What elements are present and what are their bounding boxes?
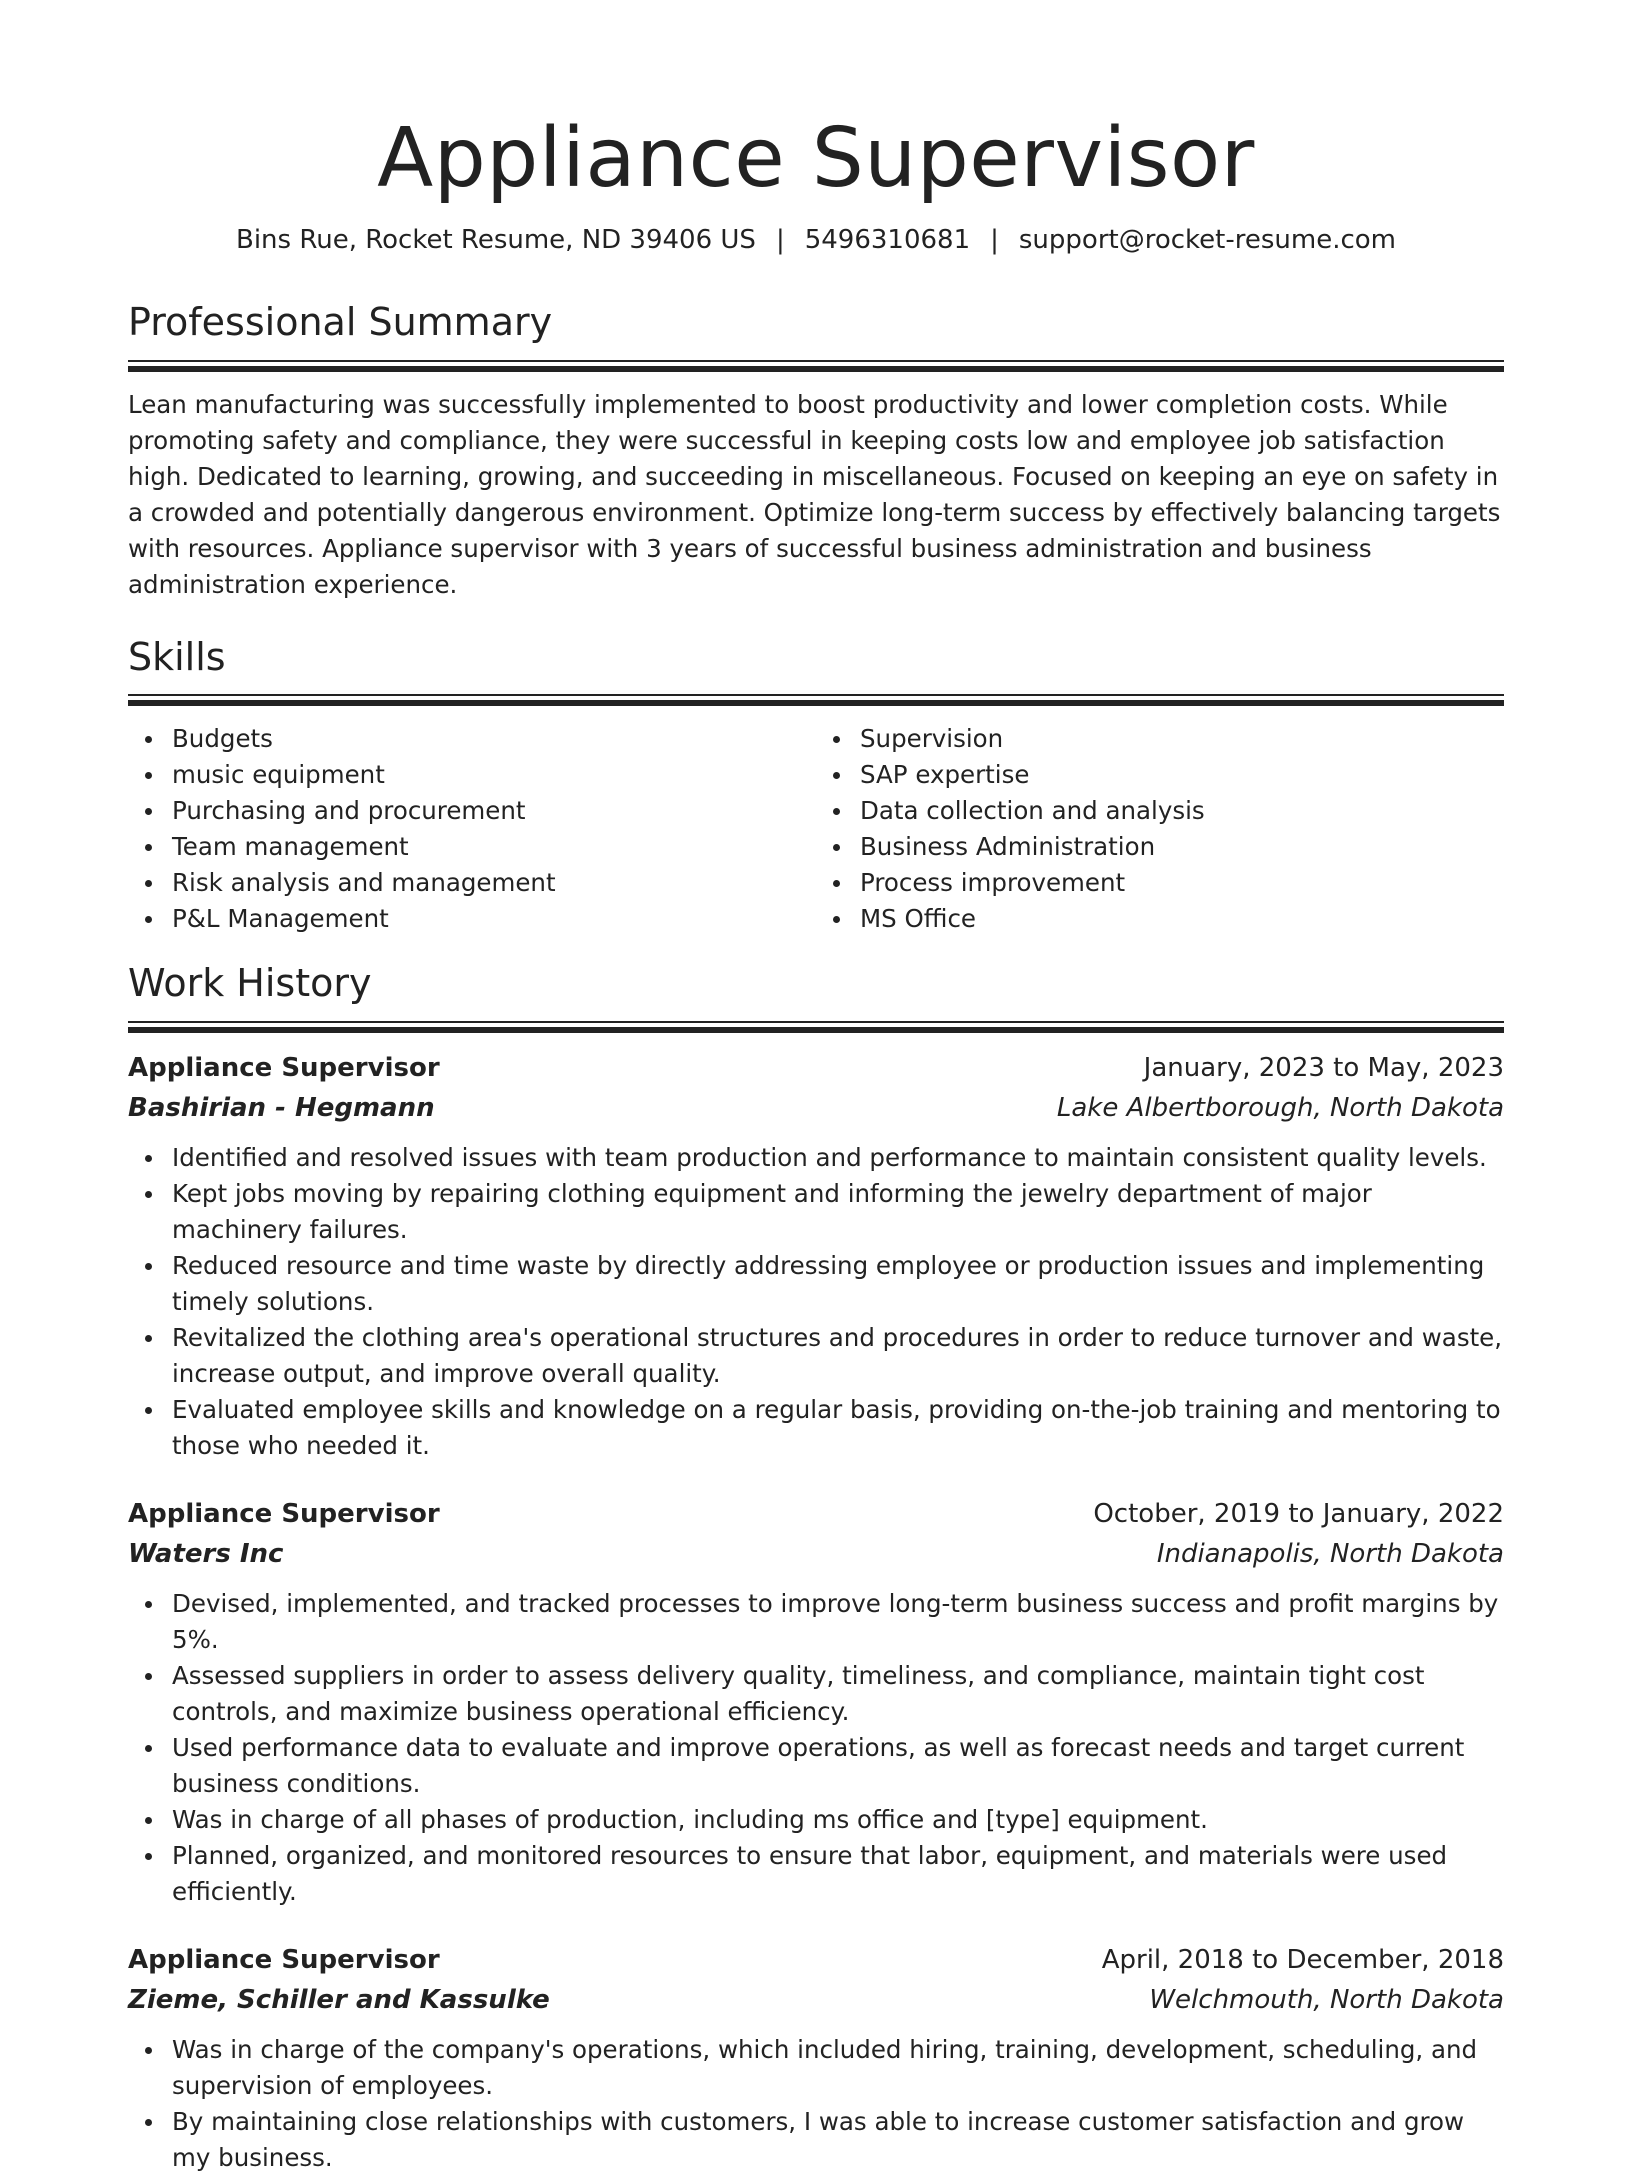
job-header [128, 1048, 1504, 1088]
job-bullet: Reduced resource and time waste by directly addressing employee or production issues and implementing timely solutions. [172, 1248, 1504, 1320]
job-dates: April, 2018 to December, 2018 [1101, 1944, 1504, 1975]
section-divider [128, 1021, 1504, 1032]
work-heading: Work History [128, 961, 372, 1006]
job-title: Appliance Supervisor [128, 1052, 440, 1083]
skill-item: Supervision [860, 721, 1504, 757]
skills-section [128, 635, 1504, 938]
contact-separator: | [990, 225, 999, 256]
job-entry [128, 1494, 1504, 1910]
summary-text: Lean manufacturing was successfully implemented to boost productivity and lower completion costs. While promoting safety and compliance, they were successful in keeping costs low and employee job satisfaction high. Dedicated to learning, growing, and succeeding in miscellaneous. Focused on keeping an eye on safety in a crowded and potentially dangerous environment. Optimize long-term success by effectively balancing targets with resources. Appliance supervisor with 3 years of successful business administration and business administration experience. [128, 389, 1501, 599]
contact-address: Bins Rue, Rocket Resume, ND 39406 US [235, 225, 756, 256]
job-subheader [128, 1980, 1504, 2020]
job-bullet: Kept jobs moving by repairing clothing equipment and informing the jewelry department of major machinery failures. [172, 1176, 1504, 1248]
job-dates: October, 2019 to January, 2022 [1093, 1498, 1504, 1529]
job-title: Appliance Supervisor [128, 1498, 440, 1529]
skill-item: music equipment [172, 757, 816, 793]
skill-item: Team management [172, 829, 816, 865]
skill-item: Risk analysis and management [172, 865, 816, 901]
skill-item: P&L Management [172, 901, 816, 937]
job-header [128, 1940, 1504, 1980]
job-bullet: Was in charge of all phases of production, including ms office and [type] equipment. [172, 1802, 1504, 1838]
section-divider [128, 360, 1504, 371]
resume-name: Appliance Supervisor [377, 111, 1255, 206]
job-bullets [128, 2032, 1504, 2176]
job-header [128, 1494, 1504, 1534]
job-bullet: Revitalized the clothing area's operational structures and procedures in order to reduce turnover and waste, increase output, and improve overall quality. [172, 1320, 1504, 1392]
job-bullets [128, 1140, 1504, 1464]
skill-item: Data collection and analysis [860, 793, 1504, 829]
job-location: Indianapolis, North Dakota [1156, 1538, 1504, 1569]
skill-item: Purchasing and procurement [172, 793, 816, 829]
skill-item: Business Administration [860, 829, 1504, 865]
skills-list-right [816, 721, 1504, 937]
skills-columns [128, 721, 1504, 937]
skill-item: MS Office [860, 901, 1504, 937]
job-bullets [128, 1586, 1504, 1910]
skill-item: Process improvement [860, 865, 1504, 901]
job-company: Zieme, Schiller and Kassulke [128, 1984, 550, 2015]
job-dates: January, 2023 to May, 2023 [1143, 1052, 1504, 1083]
resume-page [128, 110, 1504, 2176]
contact-separator: | [775, 225, 785, 256]
skill-item: Budgets [172, 721, 816, 757]
work-section [128, 961, 1504, 2176]
contact-phone: 5496310681 [804, 225, 971, 256]
job-bullet: Used performance data to evaluate and improve operations, as well as forecast needs and target current business conditions. [172, 1730, 1504, 1802]
skill-item: SAP expertise [860, 757, 1504, 793]
skills-heading: Skills [128, 634, 226, 679]
job-company: Bashirian - Hegmann [128, 1092, 435, 1123]
job-subheader [128, 1088, 1504, 1128]
job-entry [128, 1048, 1504, 1464]
job-company: Waters Inc [128, 1538, 284, 1569]
job-location: Lake Albertborough, North Dakota [1056, 1092, 1504, 1123]
job-bullet: Identified and resolved issues with team production and performance to maintain consistent quality levels. [172, 1140, 1504, 1176]
summary-section [128, 300, 1504, 603]
skills-list-left [128, 721, 816, 937]
job-location: Welchmouth, North Dakota [1149, 1984, 1504, 2015]
contact-email: support@rocket-resume.com [1018, 225, 1396, 256]
job-title: Appliance Supervisor [128, 1944, 440, 1975]
summary-heading: Professional Summary [128, 300, 553, 345]
job-entry [128, 1940, 1504, 2176]
job-bullet: Was in charge of the company's operations, which included hiring, training, development, scheduling, and supervision of employees. [172, 2032, 1504, 2104]
job-bullet: Planned, organized, and monitored resources to ensure that labor, equipment, and materials were used efficiently. [172, 1838, 1504, 1910]
job-bullet: By maintaining close relationships with customers, I was able to increase customer satisfaction and grow my business. [172, 2104, 1504, 2176]
job-bullet: Evaluated employee skills and knowledge on a regular basis, providing on-the-job training and mentoring to those who needed it. [172, 1392, 1504, 1464]
section-divider [128, 694, 1504, 705]
job-bullet: Assessed suppliers in order to assess delivery quality, timeliness, and compliance, maintain tight cost controls, and maximize business operational efficiency. [172, 1658, 1504, 1730]
job-bullet: Devised, implemented, and tracked processes to improve long-term business success and profit margins by 5%. [172, 1586, 1504, 1658]
job-subheader [128, 1534, 1504, 1574]
contact-line [128, 224, 1504, 258]
